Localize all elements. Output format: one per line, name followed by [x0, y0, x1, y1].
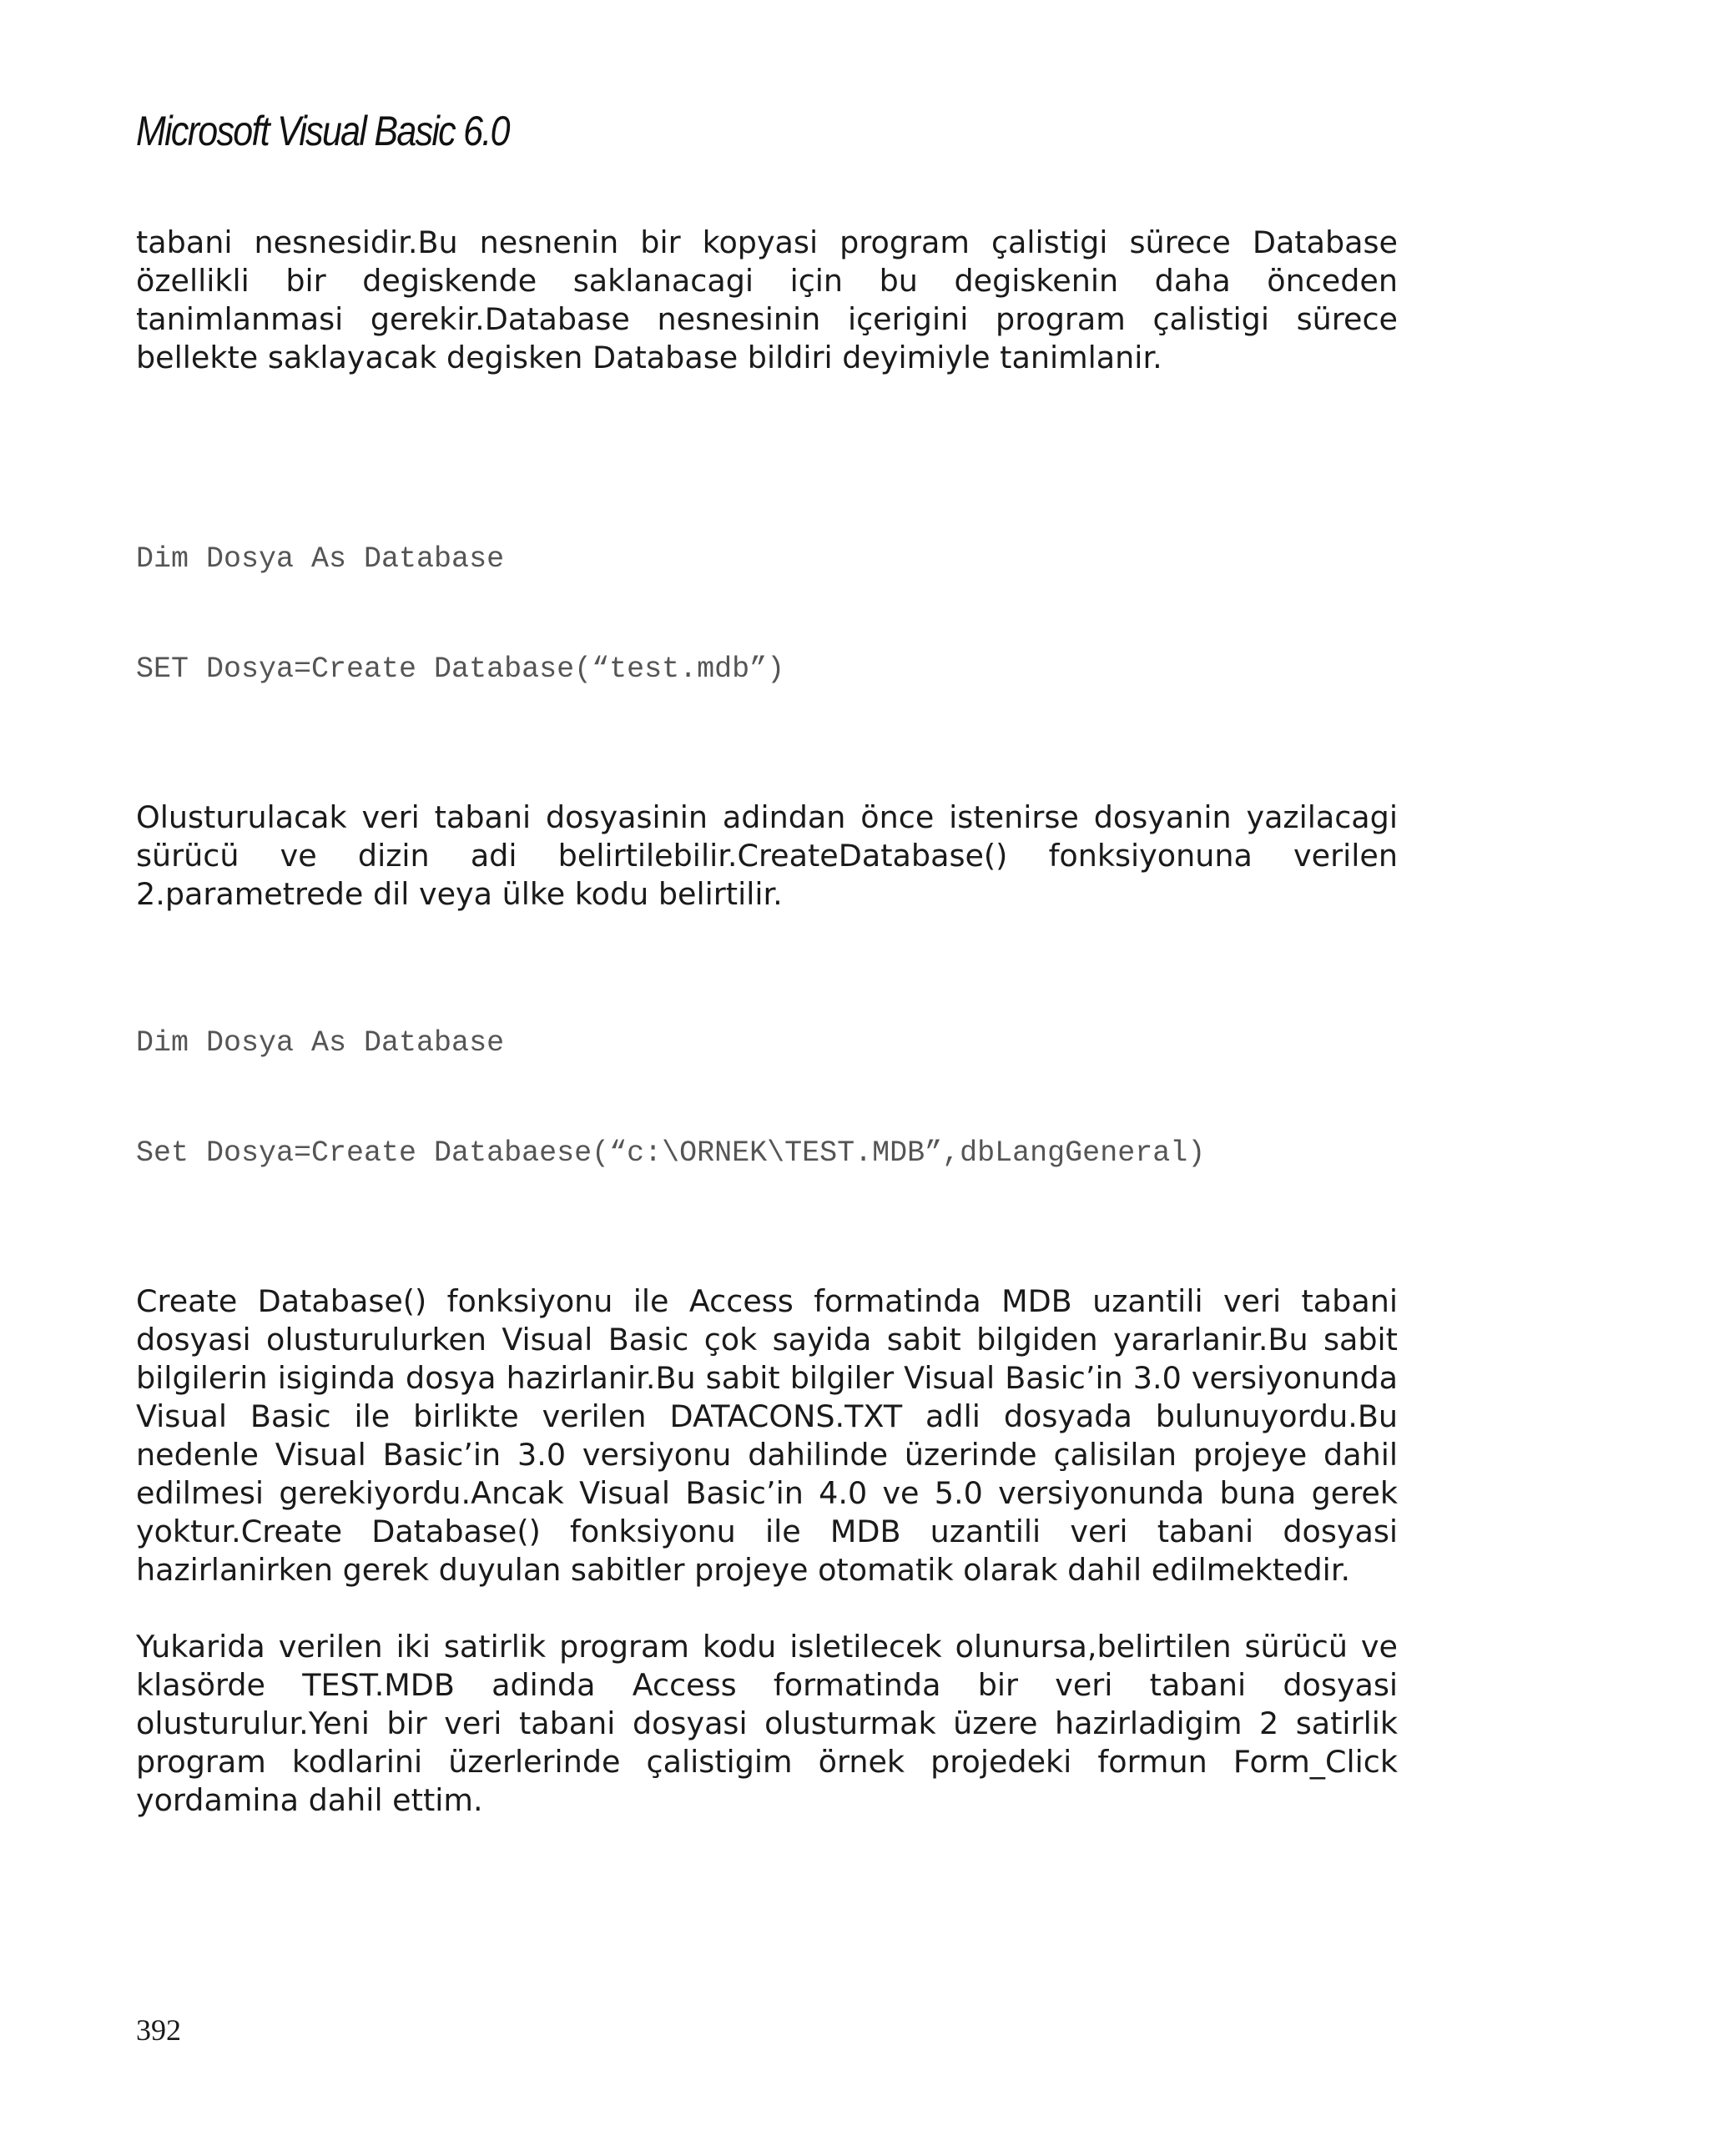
spacer [136, 1589, 1398, 1628]
code-line: Dim Dosya As Database [136, 542, 505, 576]
running-header-title: Microsoft Visual Basic 6.0 [136, 108, 509, 154]
paragraph-constants: Create Database() fonksiyonu ile Access formatinda MDB uzantili veri tabani dosyasi olusturulurken Visual Basic çok sayida sabit bilgiden yararlanir.Bu sabit bilgilerin isiginda dosya hazirlanir.Bu sabit bilgiler Visual Basic’in 3.0 versiyonunda Visual Basic ile birlikte verilen DATACONS.TXT adli dosyada bulunuyordu.Bu nedenle Visual Basic’in 3.0 versiyonu dahilinde üzerinde çalisilan projeye dahil edilmesi gerekiyordu.Ancak Visual Basic’in 4.0 ve 5.0 versiyonunda buna gerek yoktur.Create Database() fonksiyonu ile MDB uzantili veri tabani dosyasi hazirlanirken gerek duyulan sabitler projeye otomatik olarak dahil edilmektedir. [136, 1283, 1398, 1588]
spacer [136, 761, 1398, 798]
paragraph-database-object: tabani nesnesidir.Bu nesnenin bir kopyasi program çalistigi sürece Database özellikli bir degiskende saklanacagi için bu degiskenin daha önceden tanimlanmasi gerekir.Database nesnesinin içerigini program çalistigi sürece bellekte saklayacak degisken Database bildiri deyimiyle tanimlanir. [136, 224, 1398, 375]
spacer [136, 377, 1398, 467]
page-number: 392 [136, 2013, 181, 2047]
spacer [136, 914, 1398, 951]
spacer [136, 1245, 1398, 1282]
page-body [136, 224, 1398, 1820]
paragraph-file-path: Olusturulacak veri tabani dosyasinin adindan önce istenirse dosyanin yazilacagi sürücü ve dizin adi belirtilebilir.CreateDatabase() fonksiyonuna verilen 2.parametrede dil veya ülke kodu belirtilir. [136, 799, 1398, 912]
code-block-create-database-path [136, 951, 1398, 1245]
code-line: SET Dosya=Create Database(“test.mdb”) [136, 652, 785, 686]
code-line: Set Dosya=Create Databaese(“c:\ORNEK\TEST.MDB”,dbLangGeneral) [136, 1136, 1206, 1170]
code-line: Dim Dosya As Database [136, 1026, 505, 1060]
paragraph-form-click: Yukarida verilen iki satirlik program kodu isletilecek olunursa,belirtilen sürücü ve klasörde TEST.MDB adinda Access formatinda bir veri tabani dosyasi olusturulur.Yeni bir veri tabani dosyasi olusturmak üzere hazirladigim 2 satirlik program kodlarini üzerlerinde çalistigim örnek projedeki formun Form_Click yordamina dahil ettim. [136, 1629, 1398, 1818]
code-block-create-database [136, 467, 1398, 761]
